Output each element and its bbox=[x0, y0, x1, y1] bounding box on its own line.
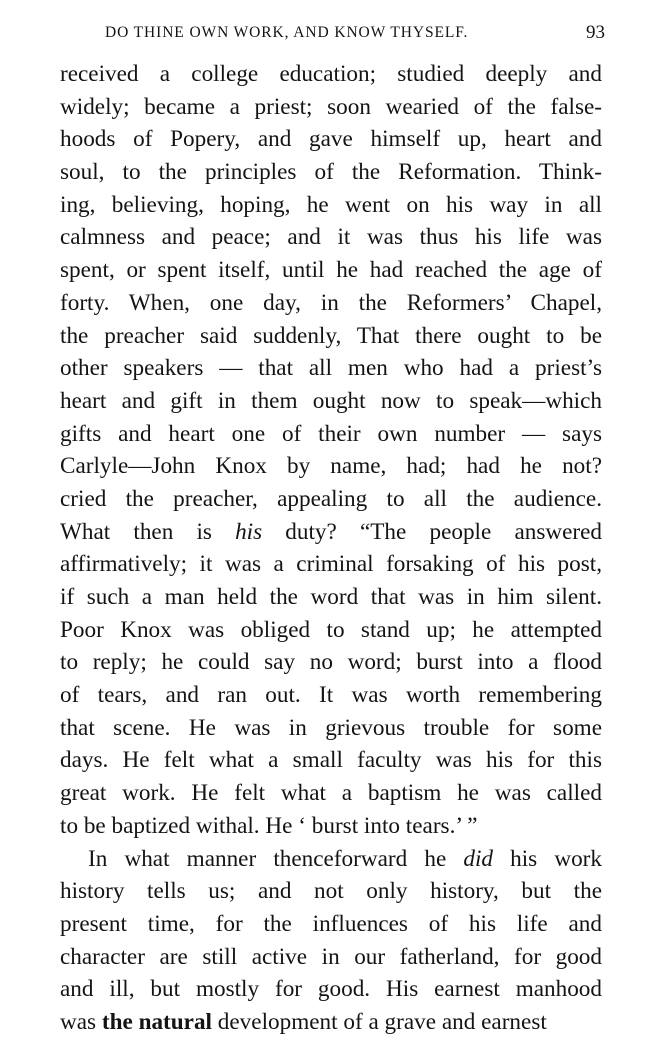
text-run: calmness and peace; and it was thus his life was bbox=[60, 224, 602, 251]
text-run: other speakers — that all men who had a priest’s bbox=[60, 355, 602, 382]
paragraph bbox=[60, 58, 602, 843]
text-line bbox=[60, 548, 602, 581]
text-line bbox=[60, 908, 602, 941]
text-run: hoods of Popery, and gave himself up, heart and bbox=[60, 126, 602, 153]
text-run: spent, or spent itself, until he had reached the age of bbox=[60, 257, 602, 284]
text-run: gifts and heart one of their own number — says bbox=[60, 420, 602, 447]
text-line bbox=[60, 712, 602, 745]
page-number: 93 bbox=[586, 22, 605, 43]
text-line bbox=[60, 1006, 602, 1039]
text-line bbox=[60, 875, 602, 908]
text-run: affirmatively; it was a criminal forsaking of his post, bbox=[60, 551, 602, 578]
text-run: forty. When, one day, in the Reformers’ Chapel, bbox=[60, 289, 602, 316]
text-line bbox=[60, 123, 602, 156]
text-run: was bbox=[60, 1008, 102, 1035]
running-head-title: DO THINE OWN WORK, AND KNOW THYSELF. bbox=[105, 24, 469, 41]
text-run: that scene. He was in grievous trouble for some bbox=[60, 714, 602, 741]
text-run: In what manner thenceforward he bbox=[88, 845, 464, 872]
text-line bbox=[60, 221, 602, 254]
text-run: of tears, and ran out. It was worth remembering bbox=[60, 682, 602, 709]
text-line bbox=[60, 156, 602, 189]
text-line bbox=[60, 352, 602, 385]
italic-text: his bbox=[235, 518, 263, 545]
text-run: the preacher said suddenly, That there ought to be bbox=[60, 322, 602, 349]
text-run: history tells us; and not only history, but the bbox=[60, 878, 602, 905]
text-run: and ill, but mostly for good. His earnest manhood bbox=[60, 976, 602, 1003]
text-line bbox=[60, 810, 602, 843]
text-line bbox=[60, 646, 602, 679]
text-run: duty? “The people answered bbox=[262, 518, 602, 545]
running-head bbox=[105, 22, 605, 44]
paragraph bbox=[60, 843, 602, 1039]
text-run: soul, to the principles of the Reformation. Think- bbox=[60, 159, 602, 186]
text-run: cried the preacher, appealing to all the audience. bbox=[60, 485, 602, 512]
text-run: to reply; he could say no word; burst into a flood bbox=[60, 649, 602, 676]
text-line bbox=[60, 91, 602, 124]
text-line bbox=[60, 483, 602, 516]
text-line bbox=[60, 843, 602, 876]
text-line bbox=[60, 614, 602, 647]
text-run: What then is bbox=[60, 518, 236, 545]
text-run: Carlyle—John Knox by name, had; had he not? bbox=[60, 453, 602, 480]
bold-text: the natural bbox=[101, 1008, 212, 1035]
text-line bbox=[60, 581, 602, 614]
text-line bbox=[60, 254, 602, 287]
text-line bbox=[60, 58, 602, 91]
text-line bbox=[60, 973, 602, 1006]
text-run: days. He felt what a small faculty was his for this bbox=[60, 747, 602, 774]
text-run: widely; became a priest; soon wearied of the false- bbox=[60, 93, 602, 120]
body-text bbox=[60, 58, 602, 1039]
text-line bbox=[60, 418, 602, 451]
text-run: to be baptized withal. He ‘ burst into tears.’ ” bbox=[60, 812, 478, 839]
text-line bbox=[60, 777, 602, 810]
text-line bbox=[60, 679, 602, 712]
text-run: received a college education; studied deeply and bbox=[60, 61, 602, 87]
text-line bbox=[60, 744, 602, 777]
text-line bbox=[60, 287, 602, 320]
text-run: Poor Knox was obliged to stand up; he attempted bbox=[60, 616, 602, 643]
text-run: his work bbox=[493, 845, 602, 872]
text-run: present time, for the influences of his life and bbox=[60, 910, 602, 937]
text-line bbox=[60, 516, 602, 549]
text-line bbox=[60, 189, 602, 222]
text-run: if such a man held the word that was in him silent. bbox=[60, 584, 602, 610]
italic-text: did bbox=[463, 845, 494, 872]
text-line bbox=[60, 385, 602, 418]
text-run: development of a grave and earnest bbox=[212, 1008, 547, 1035]
text-line bbox=[60, 320, 602, 353]
text-run: great work. He felt what a baptism he was called bbox=[60, 780, 602, 807]
text-line bbox=[60, 450, 602, 483]
text-line bbox=[60, 941, 602, 974]
text-run: ing, believing, hoping, he went on his way in all bbox=[60, 191, 602, 218]
text-run: character are still active in our fatherland, for good bbox=[60, 943, 602, 970]
text-run: heart and gift in them ought now to speak—which bbox=[60, 387, 602, 414]
